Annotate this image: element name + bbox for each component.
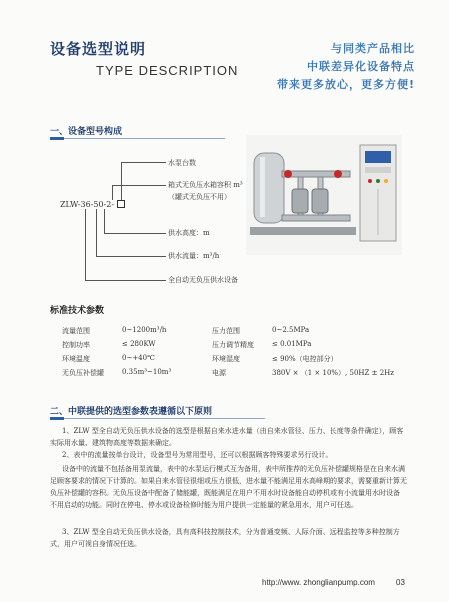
connector-h5 — [85, 280, 166, 281]
spec-value: 0~2.5MPa — [272, 326, 310, 334]
connector-v5 — [121, 162, 122, 200]
connector-h4 — [96, 256, 166, 257]
spec-key: 环境温度 — [62, 355, 90, 363]
spec-key: 环境湿度 — [212, 355, 240, 363]
section1-heading: 一、设备型号构成 — [50, 127, 123, 137]
spec-key: 控制功率 — [62, 341, 90, 349]
connector-h1 — [121, 162, 166, 163]
spec-value: 0~1200m³/h — [122, 326, 167, 334]
section1-rule — [50, 138, 225, 139]
label-equipment-name: 全自动无负压供水设备 — [168, 276, 238, 284]
spec-value: ≤ 90%（电控部分） — [272, 355, 338, 363]
connector-v1 — [85, 209, 86, 280]
slogan-line-2: 中联差异化设备特点 — [307, 60, 415, 73]
page-title: 设备选型说明 — [50, 40, 147, 58]
spec-key: 压力调节精度 — [212, 341, 254, 349]
spec-value: 0.35m³~10m³ — [122, 368, 172, 376]
spec-key: 流量范围 — [62, 327, 90, 335]
model-code: ZLW-36-50-2- — [60, 200, 115, 209]
principle-paragraph-4: 3、ZLW 型全自动无负压供水设备，具有高科技控制技术，分为普通变频、人际介面、远程监控等多种控制方式，用户可视自身情况任选。 — [50, 528, 400, 548]
slogan-line-1: 与同类产品相比 — [331, 42, 415, 55]
section2-rule — [50, 418, 265, 419]
connector-v4 — [112, 185, 113, 200]
specs-heading: 标准技术参数 — [50, 306, 105, 316]
principle-paragraph-1: 1、ZLW 型全自动无负压供水设备的选型是根据自来水进水量（由自来水管径、压力、长度等条件确定），顾客实际用水量、建筑物高度等数据来确定。 — [50, 427, 404, 447]
equipment-photo — [246, 135, 402, 255]
label-pump-count: 水泵台数 — [168, 159, 196, 167]
section2-heading: 二、中联提供的选型参数表遵循以下原则 — [50, 407, 213, 417]
connector-v3 — [104, 209, 105, 233]
label-supply-flow: 供水流量：m³/h — [168, 252, 220, 260]
model-code-box — [117, 200, 125, 208]
spec-value: ≤ 280KW — [122, 340, 156, 348]
spec-value: 380V × （1 × 10%）, 50HZ ± 2Hz — [272, 369, 394, 377]
spec-value: 0~+40℃ — [122, 354, 155, 362]
connector-h3 — [104, 233, 166, 234]
spec-value: ≤ 0.01MPa — [272, 340, 312, 348]
connector-h2 — [112, 185, 166, 186]
section1-rule-mark — [50, 137, 64, 140]
spec-key: 无负压补偿罐 — [62, 369, 104, 377]
page-subtitle: TYPE DESCRIPTION — [96, 63, 239, 78]
label-tank-volume: 箱式无负压水箱容积 m³ — [168, 181, 243, 189]
label-supply-head: 供水高度：m — [168, 229, 210, 237]
page-number: 03 — [396, 578, 405, 587]
footer-url: http://www. zhonglianpump.com — [262, 578, 375, 587]
spec-key: 压力范围 — [212, 327, 240, 335]
label-tank-note: （罐式无负压不用） — [168, 193, 231, 201]
slogan-line-3: 带来更多放心，更多方便! — [276, 78, 415, 91]
principle-paragraph-3: 设备中的流量不包括备用泵流量，表中的水泵运行模式互为备用，表中所推荐的无负压补偿罐规格是在自来水满足顾客要求的情况下计算的。如果自来水管径很细或压力很低，进水量不能满足用水高峰期的要求，需要重新计算无负压补偿罐的容积。无负压设备中配备了储能罐，既能满足在用户不用水时设备能自动停机或有小流量用水时设备 不用启动的功能。同时在停电、停水或设备检修时能为用户提供一定能量的紧急用水，用户可任选。 — [50, 465, 407, 509]
section2-rule-mark — [50, 417, 64, 420]
connector-v2 — [96, 209, 97, 256]
spec-key: 电源 — [212, 369, 226, 377]
principle-paragraph-2: 2、表中的流量按单台设计，设备型号为常用型号，还可以根据顾客特殊要求另行设计。 — [62, 451, 333, 459]
